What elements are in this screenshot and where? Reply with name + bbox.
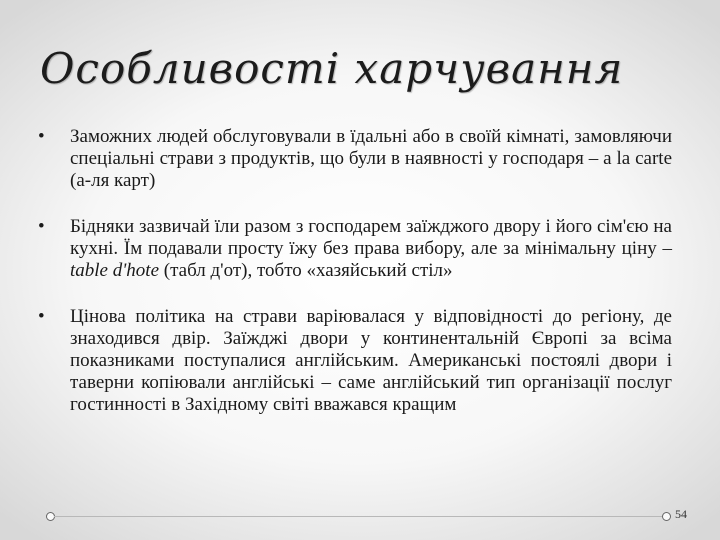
bullet-text-before: Бідняки зазвичай їли разом з господарем заїжджого двору і його сім'єю на кухні. Їм подавали просту їжу без права вибору, але за мінімальну ціну – bbox=[70, 216, 672, 259]
bullet-text: Цінова політика на страви варіювалася у відповідності до регіону, де знаходився двір. Заїжджі двори у континентальній Європі за всіма показниками поступалися англійським. Американські постоялі двори і таверни копіювали англійські – саме англійський тип організації послуг гостинності в Західному світі вважався кращим bbox=[70, 306, 672, 415]
bullet-text-italic: table d'hote bbox=[70, 260, 160, 281]
footer-divider bbox=[54, 516, 662, 517]
bullet-item-3 bbox=[38, 306, 672, 416]
bullet-marker: • bbox=[38, 126, 45, 147]
bullet-item-2 bbox=[38, 216, 672, 282]
footer-right-circle-icon bbox=[662, 512, 671, 521]
page-number: 54 bbox=[675, 507, 687, 521]
slide-title: Особливості харчування bbox=[40, 44, 624, 93]
bullet-text-after: (табл д'от), тобто «хазяйський стіл» bbox=[159, 260, 453, 281]
bullet-marker: • bbox=[38, 216, 45, 237]
bullet-list bbox=[38, 126, 672, 416]
bullet-text: Заможних людей обслуговували в їдальні або в своїй кімнаті, замовляючи спеціальні страви з продуктів, що були в наявності у господаря – а la carte (а-ля карт) bbox=[70, 126, 672, 191]
bullet-item-1 bbox=[38, 126, 672, 192]
bullet-marker: • bbox=[38, 306, 45, 327]
